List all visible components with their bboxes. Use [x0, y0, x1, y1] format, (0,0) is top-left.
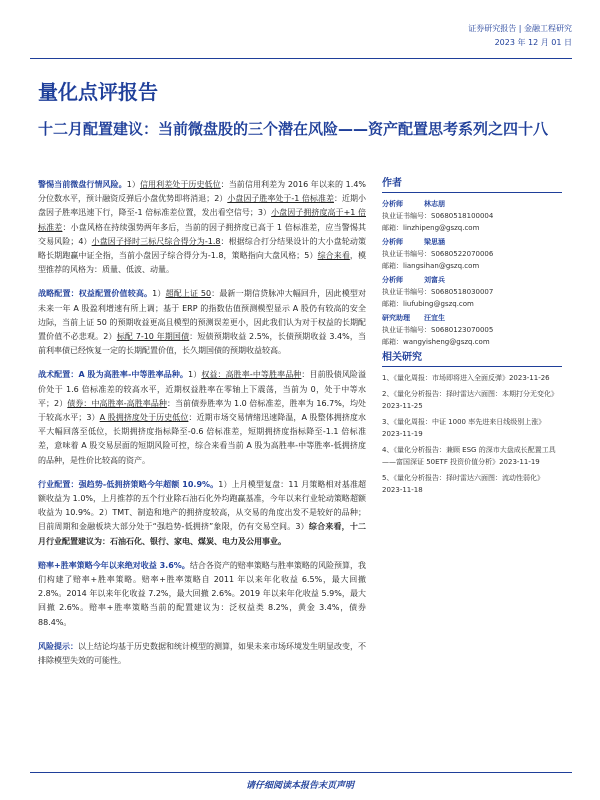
report-type-title: 量化点评报告: [38, 80, 158, 104]
para-lead: 赔率+胜率策略今年以来绝对收益 3.6%。: [38, 560, 190, 570]
author-email: 邮箱：linzhipeng@gszq.com: [382, 224, 480, 232]
para-underline: 小盘因子胜率处于-1 倍标准差: [227, 194, 334, 204]
summary-paragraph-industry: [38, 478, 366, 549]
related-report-link[interactable]: 3、《量化周报：中证 1000 率先进来日线级别上涨》2023-11-19: [382, 418, 546, 438]
author-entry: [382, 274, 562, 310]
para-lead: 警惕当前微盘行情风险。: [38, 180, 127, 189]
para-lead: 行业配置：强趋势-低拥挤策略今年超额 10.9%。: [38, 479, 219, 489]
author-entry: [382, 312, 562, 348]
author-license: 执业证书编号：S0680522070006: [382, 250, 494, 258]
footer-disclaimer: 请仔细阅读本报告末页声明: [245, 781, 354, 791]
para-text: 1）: [126, 180, 140, 189]
author-email: 邮箱：liufubing@gszq.com: [382, 300, 474, 308]
para-text: ，模型推荐的风格为：质量、低波、动量。: [38, 251, 367, 275]
author-name: 刘富兵: [424, 276, 445, 284]
para-text: 1）: [152, 289, 166, 299]
para-lead: 战术配置：A 股为高胜率-中等胜率品种。: [38, 370, 189, 380]
related-heading: 相关研究: [382, 352, 562, 367]
para-bold: 综合来看，十二月行业配置建议为：石油石化、银行、家电、煤炭、电力及公用事业。: [38, 522, 367, 546]
para-text: ：当前债券胜率为 1.0 倍标准差，胜率为 16.7%，均处于较高水平；3）: [38, 398, 367, 423]
para-text: ：根据综合打分结果设计的大小盘轮动策略长期跑赢中证全指，当前小盘因子综合得分为-1.8，策略指向大盘风格；5）: [38, 236, 367, 261]
author-license: 执业证书编号：S0680518030007: [382, 288, 494, 296]
summary-paragraph-odds-strategy: [38, 559, 366, 630]
summary-paragraph-risk-warning: [38, 640, 366, 668]
para-underline: 综合来看: [317, 251, 350, 261]
para-underline: 债券：中高胜率-高胜率品种: [67, 398, 167, 408]
author-name: 汪宜生: [424, 314, 445, 322]
summary-paragraph-style-risk: [38, 178, 366, 277]
para-text: ：最新一期信贷脉冲大幅回升，因此模型对未来一年 A 股盈利增速有所上调；基于 ERP 的指数估值预测模型显示 A 股仍有较高的安全边际，当前上证 50 的预期收益更高且模型的预测误差更小，因此我们认为对于权益的长期配置价值不必悲观。2）: [38, 289, 367, 342]
para-text: ：当前信用利差为 2016 年以来的 1.4%分位数水平，预计融资反弹后小盘优势即将消退；2）: [38, 180, 367, 204]
author-email: 邮箱：liangsihan@gszq.com: [382, 262, 480, 270]
para-text: 1）: [188, 370, 202, 380]
para-lead: 战略配置：权益配置价值较高。: [38, 289, 153, 299]
para-text: ：近期市场交易情绪迅速降温，A 股整体拥挤度水平大幅回落至低位，长期拥挤度指标降至-0.6 倍标准差，短期拥挤度指标降至-1.1 倍标准差，意味着 A 股交易层面的短期风险可控，综合来看当前 A 股为高胜率-中等胜率-低拥挤度的品种，是性价比较高的资产。: [38, 413, 366, 465]
author-role: 分析师: [382, 276, 403, 284]
author-name: 梁思涵: [424, 238, 445, 246]
report-header: [468, 22, 572, 50]
para-underline: A 股拥挤度处于历史低位: [99, 413, 189, 423]
para-underline: 超配上证 50: [165, 289, 212, 299]
para-text: ：目前股债风险溢价处于 1.6 倍标准差的较高水平，近期权益胜率在零轴上下震荡，当前为 0，处于中等水平；2）: [38, 370, 367, 408]
para-lead: 风险提示：: [38, 641, 78, 651]
para-underline: 权益：高胜率-中等胜率品种: [201, 370, 302, 380]
related-list: [382, 372, 562, 496]
related-report-link[interactable]: 2、《量化分析报告：择时雷达六面图：本期打分无变化》2023-11-25: [382, 390, 558, 410]
author-role: 研究助理: [382, 314, 410, 322]
footer-divider: [30, 772, 572, 773]
para-text: 1）上月模型复盘：11 月策略相对基准超额收益为 1.0%，上月推荐的五个行业除石油石化外均跑赢基准，今年以来行业轮动策略超额收益为 10.9%。2）TMT、制造和地产的拥挤度较高，从交易的角度出发不是较好的品种；目前周期和金融板块大部分处于“强趋势-低拥挤”象限，仍有交易空间。3）: [38, 479, 366, 532]
summary-paragraph-strategic: [38, 287, 366, 358]
para-text: 以上结论均基于历史数据和统计模型的测算，如果未来市场环境发生明显改变，不排除模型失效的可能性。: [38, 641, 366, 666]
para-text: ：短债预期收益 2.5%，长债预期收益 3.4%，当前利率债已经恢复一定的长期配置价值，长久期国债的预期收益较高。: [38, 332, 367, 356]
author-email: 邮箱：wangyisheng@gszq.com: [382, 338, 490, 346]
para-text: ：小盘风格在持续强势两年多后，当前的因子拥挤度已高于 1 倍标准差，应当警惕其交易风险；4）: [38, 222, 366, 246]
authors-list: [382, 198, 562, 348]
para-underline: 小盘因子拥挤度高于+1 倍标准差: [38, 208, 366, 232]
related-report-link[interactable]: 5、《量化分析报告：择时雷达六面图：流动性弱化》2023-11-18: [382, 474, 544, 494]
para-underline: 信用利差处于历史低位: [139, 180, 221, 189]
author-role: 分析师: [382, 200, 403, 208]
para-text: 结合各资产的赔率策略与胜率策略的风险预算，我们构建了赔率+胜率策略。赔率+胜率策略自 2011 年以来年化收益 6.5%，最大回撤 2.8%。2014 年以来年化收益 7.2%，最大回撤 2.6%。2019 年以来年化收益 5.9%，最大回撤 2.6%。赔率+胜率策略当前的配置建议为：泛权益类 8.2%，黄金 3.4%，债券 88.4%。: [38, 560, 366, 627]
related-report-link[interactable]: 1、《量化周报：市场即将进入全面反弹》2023-11-26: [382, 374, 550, 382]
report-title: 十二月配置建议：当前微盘股的三个潜在风险——资产配置思考系列之四十八: [38, 120, 549, 138]
summary-paragraph-tactical: [38, 368, 366, 467]
related-report-link[interactable]: 4、《量化分析报告：兼顾 ESG 的深市大盘成长配置工具——富国深证 50ETF 投资价值分析》2023-11-19: [382, 446, 556, 466]
report-date: 2023 年 12 月 01 日: [494, 38, 572, 47]
author-entry: [382, 198, 562, 234]
report-category: 证券研究报告 | 金融工程研究: [468, 24, 572, 33]
authors-heading: 作者: [382, 178, 562, 193]
sidebar: [382, 178, 562, 500]
author-entry: [382, 236, 562, 272]
author-license: 执业证书编号：S0680123070005: [382, 326, 494, 334]
summary-column: [38, 178, 366, 678]
para-underline: 标配 7-10 年期国债: [116, 332, 190, 342]
para-text: ：近期小盘因子胜率迅速下行，降至-1 倍标准差位置，发出看空信号；3）: [38, 194, 366, 218]
author-license: 执业证书编号：S0680518100004: [382, 212, 494, 220]
author-role: 分析师: [382, 238, 403, 246]
author-name: 林志朋: [424, 200, 445, 208]
para-underline: 小盘因子择时三标尺综合得分为-1.8: [91, 236, 221, 246]
header-divider: [30, 58, 572, 59]
